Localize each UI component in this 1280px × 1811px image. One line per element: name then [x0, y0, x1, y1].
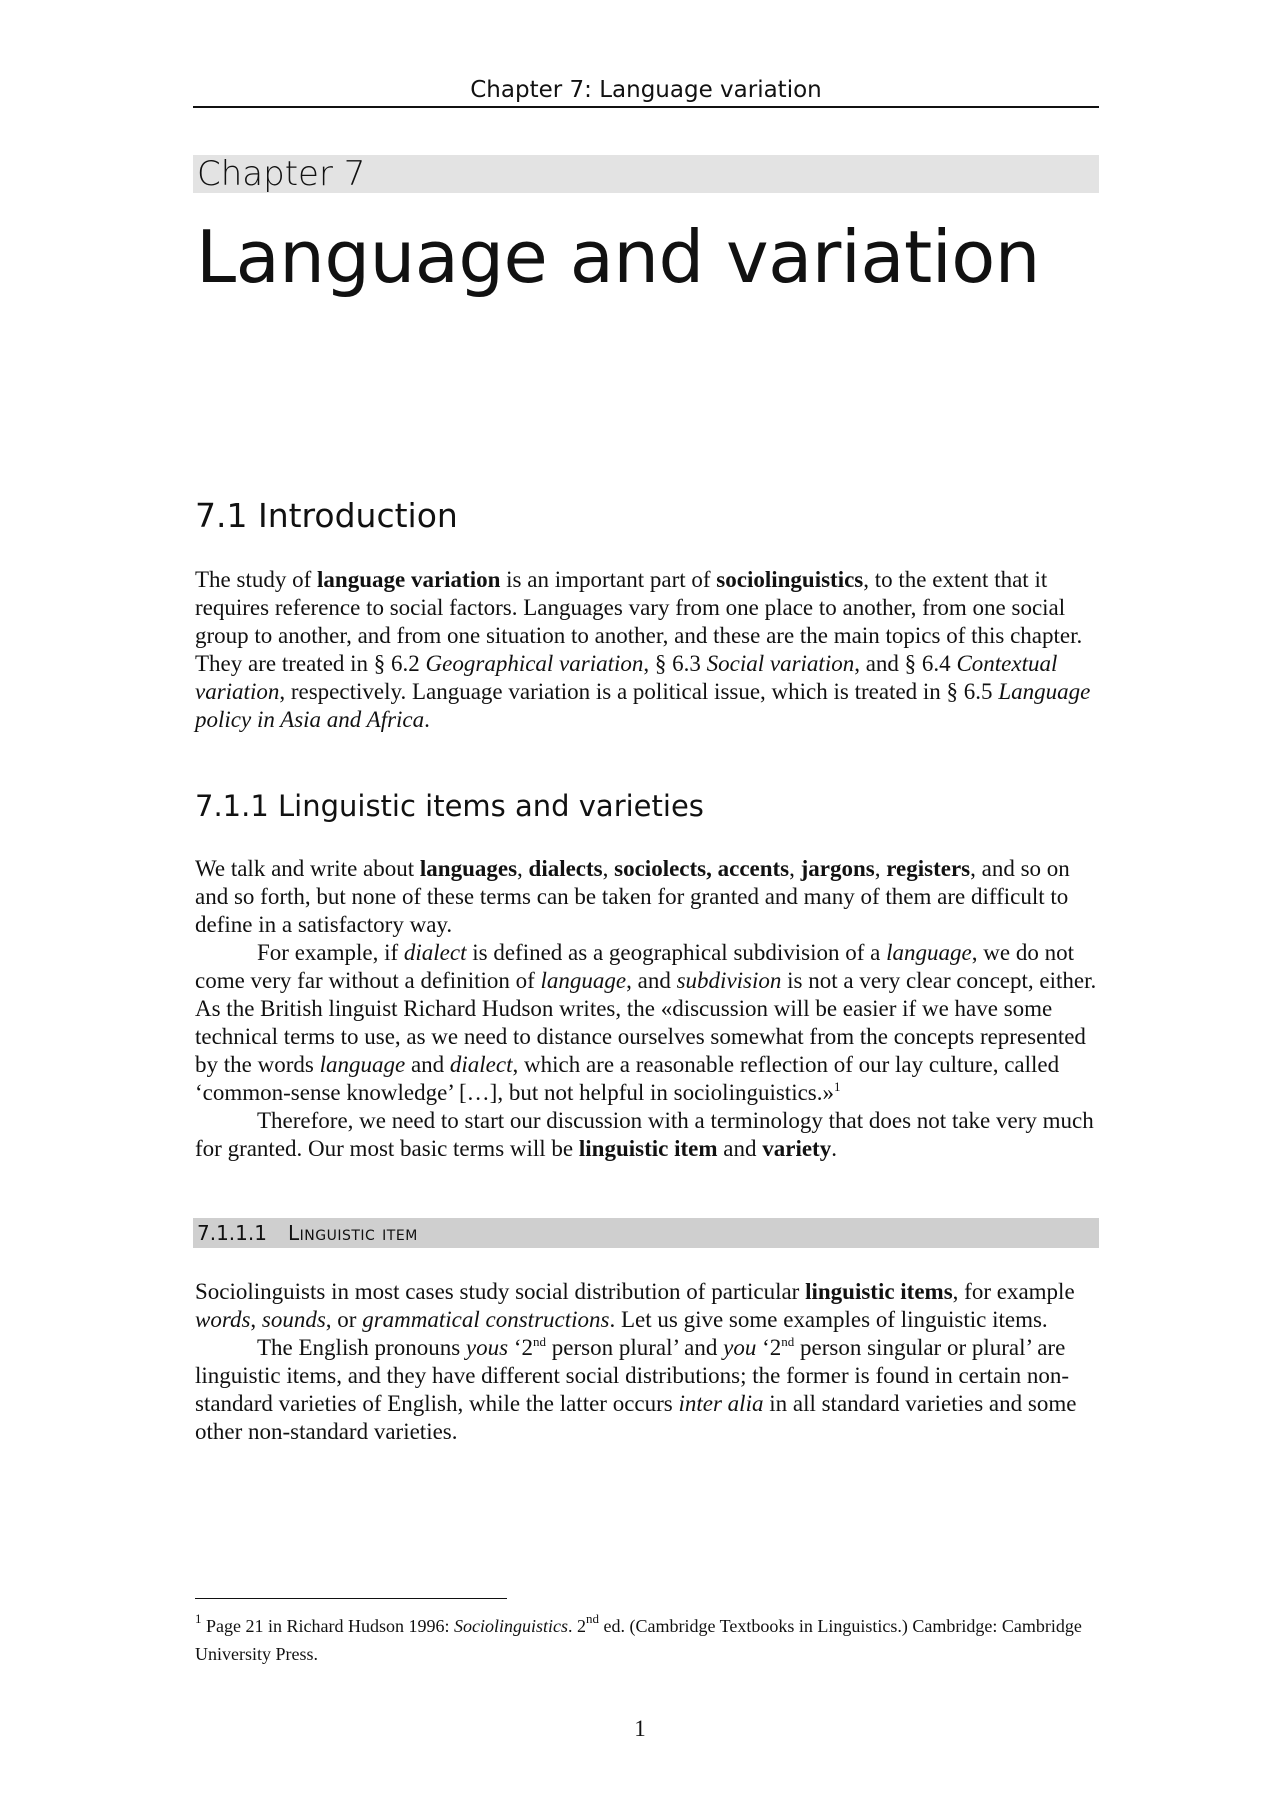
linguistic-items-body [195, 855, 1097, 1163]
footnote-reference[interactable]: 1 [834, 1079, 841, 1094]
paragraph: We talk and write about languages, dialects, sociolects, accents, jargons, registers, and so on and so forth, but none of these terms can be taken for granted and many of them are difficult to define in a satisfactory way. [195, 856, 1070, 937]
paragraph: The English pronouns yous ‘2nd person plural’ and you ‘2nd person singular or plural’ are linguistic items, and they have different social distributions; the former is found in certain non-standard varieties of English, while the latter occurs inter alia in all standard varieties and some other non-standard varieties. [195, 1334, 1077, 1444]
introduction-paragraph: The study of language variation is an important part of sociolinguistics, to the extent that it requires reference to social factors. Languages vary from one place to another, from one social group to another, and from one situation to another, and these are the main topics of this chapter. They are treated in § 6.2 Geographical variation, § 6.3 Social variation, and § 6.4 Contextual variation, respectively. Language variation is a political issue, which is treated in § 6.5 Language policy in Asia and Africa. [195, 567, 1091, 732]
page-number: 1 [634, 1716, 646, 1741]
linguistic-item-body [195, 1278, 1097, 1446]
subsubsection-number: 7.1.1.1 [197, 1221, 267, 1245]
subsubsection-heading-band [193, 1218, 1099, 1248]
running-header: Chapter 7: Language variation [470, 77, 822, 103]
chapter-label: Chapter 7 [197, 154, 366, 194]
footnote: $^1$ Page 21 in Richard Hudson 1996: Sociolinguistics. 2nd ed. (Cambridge Textbooks in Linguistics.) Cambridge: Cambridge University Press. [195, 1611, 1082, 1664]
paragraph: Sociolinguists in most cases study social distribution of particular linguistic items, for example words, sounds, or grammatical constructions. Let us give some examples of linguistic items. [195, 1279, 1075, 1332]
chapter-label-band [193, 155, 1099, 193]
chapter-title: Language and variation [196, 215, 1040, 299]
header-rule [193, 106, 1099, 108]
section-heading-introduction: 7.1 Introduction [195, 496, 458, 535]
paragraph: Therefore, we need to start our discussion with a terminology that does not take very much for granted. Our most basic terms will be linguistic item and variety. [195, 1108, 1094, 1161]
subsection-heading-linguistic-items: 7.1.1 Linguistic items and varieties [195, 789, 704, 823]
footnote-rule [195, 1598, 507, 1599]
subsubsection-heading-linguistic-item: Linguistic item [288, 1221, 418, 1245]
footnote-mark: 1 [195, 1611, 202, 1626]
paragraph: For example, if dialect is defined as a geographical subdivision of a language, we do not come very far without a definition of language, and subdivision is not a very clear concept, either. As the British linguist Richard Hudson writes, the «discussion will be easier if we have some technical terms to use, as we need to distance ourselves somewhat from the concepts represented by the words language and dialect, which are a reasonable reflection of our lay culture, called ‘common-sense knowledge’ […], but not helpful in sociolinguistics.»$^1$ [195, 940, 1097, 1105]
